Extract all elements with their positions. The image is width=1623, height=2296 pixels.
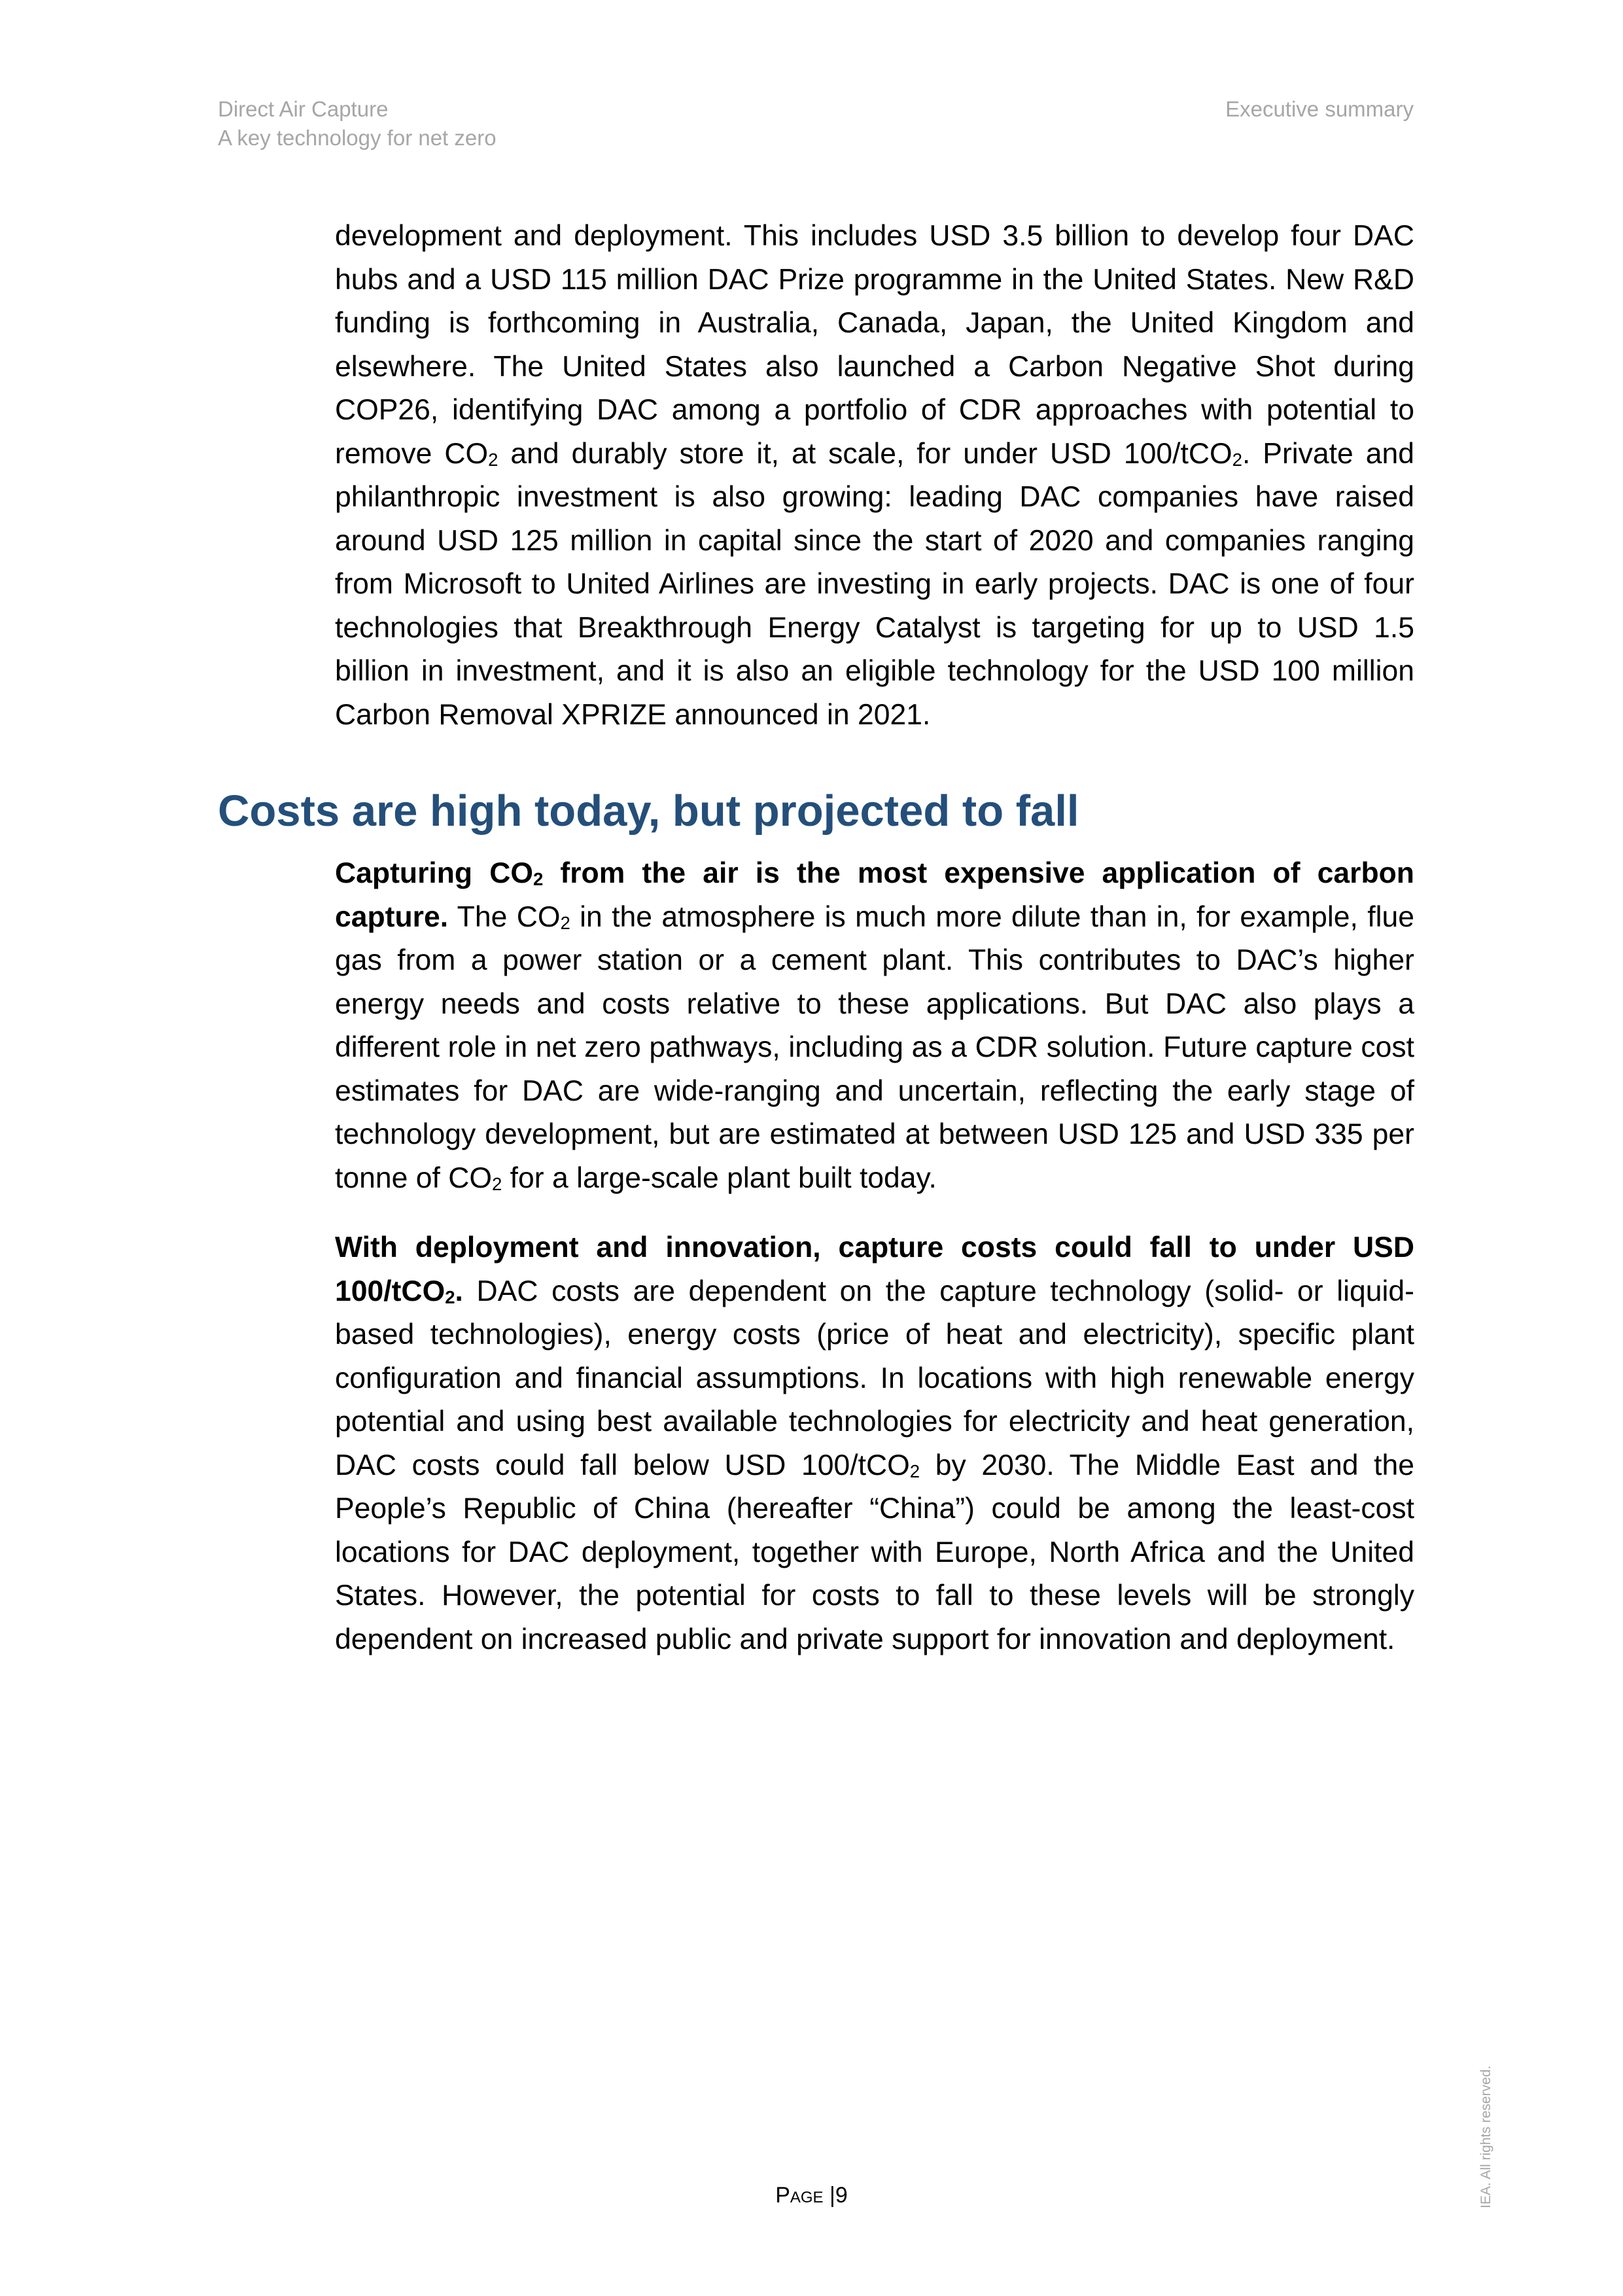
paragraph-text [335,852,1414,1200]
text-run: . [455,1275,463,1307]
text-run: by 2030. The Middle East and the People’s Republic of China (hereafter “China”) could be among the least-cost locations for DAC deployment, together with Europe, North Africa and the United States. However, the potential for costs to fall to these levels will be strongly dependent on increased public and private support for innovation and deployment. [335,1449,1414,1655]
page-number: 9 [835,2183,848,2208]
paragraph-text [335,215,1414,737]
text-run: for a large-scale plant built today. [502,1161,937,1194]
text-run: Capturing CO [335,857,533,889]
subscript: 2 [445,1286,455,1307]
text-run: The CO [448,900,561,933]
section-heading: Costs are high today, but projected to fall [218,786,1079,836]
subscript: 2 [488,449,498,470]
page-footer [0,2181,1623,2210]
subscript: 2 [491,1173,502,1194]
paragraph-funding [335,215,1414,737]
paragraph-capture-cost [335,852,1414,1200]
rights-notice: IEA. All rights reserved. [1478,2065,1493,2208]
page-word: Page [775,2183,824,2208]
text-run: from the air is the most expensive application of carbon capture. [335,857,1414,933]
running-header-left [218,95,497,152]
subscript: 2 [532,869,544,890]
paragraph-cost-reduction [335,1226,1414,1661]
subscript: 2 [560,912,570,933]
text-run: in the atmosphere is much more dilute than in, for example, flue gas from a power station or a cement plant. This contributes to DAC’s higher energy needs and costs relative to these applications. But DAC also plays a different role in net zero pathways, including as a CDR solution. Future capture cost estimates for DAC are wide-ranging and uncertain, reflecting the early stage of technology development, but are estimated at between USD 125 and USD 335 per tonne of CO [335,900,1414,1194]
document-subtitle: A key technology for net zero [218,126,497,150]
paragraph-text [335,1226,1414,1661]
text-run: and durably store it, at scale, for under USD 100/tCO [498,437,1232,470]
running-header-right [1225,95,1414,124]
text-run: . Private and philanthropic investment is also growing: leading DAC companies have raised around USD 125 million in capital since the start of 2020 and companies ranging from Microsoft to United Airlines are investing in early projects. DAC is one of four technologies that Breakthrough Energy Catalyst is targeting for up to USD 1.5 billion in investment, and it is also an eligible technology for the USD 100 million Carbon Removal XPRIZE announced in 2021. [335,437,1414,731]
subscript: 2 [1232,449,1242,470]
text-run: With deployment and innovation, capture costs could fall to under USD 100/tCO [335,1231,1414,1307]
subscript: 2 [909,1460,920,1481]
document-title: Direct Air Capture [218,97,389,121]
section-label: Executive summary [1225,97,1414,121]
page-separator: | [829,2183,835,2208]
text-run: development and deployment. This includes USD 3.5 billion to develop four DAC hubs and a USD 115 million DAC Prize programme in the United States. New R&D funding is forthcoming in Australia, Canada, Japan, the United Kingdom and elsewhere. The United States also launched a Carbon Negative Shot during COP26, identifying DAC among a portfolio of CDR approaches with potential to remove CO [335,220,1414,470]
text-run: DAC costs are dependent on the capture technology (solid- or liquid-based technologies), energy costs (price of heat and electricity), specific plant configuration and financial assumptions. In locations with high renewable energy potential and using best available technologies for electricity and heat generation, DAC costs could fall below USD 100/tCO [335,1275,1414,1481]
